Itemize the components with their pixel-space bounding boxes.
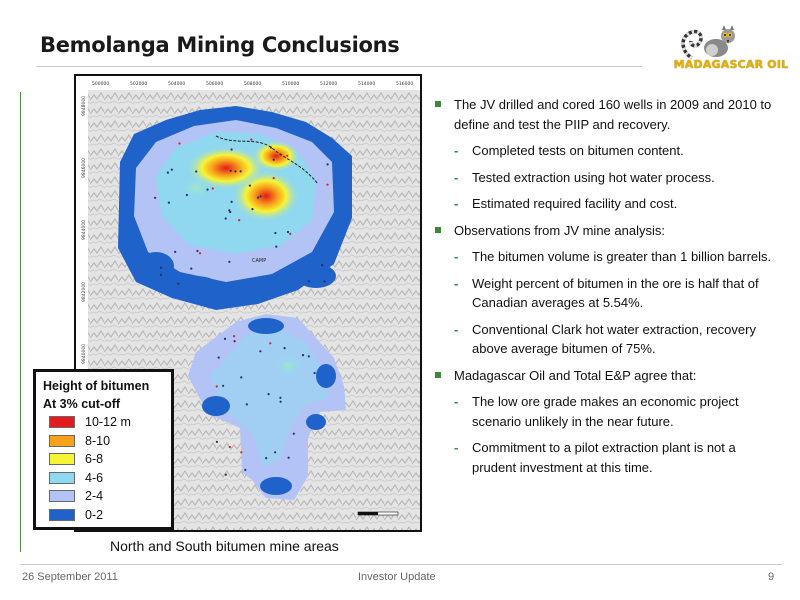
well-marker — [228, 209, 230, 211]
lemur-icon — [672, 14, 790, 60]
well-marker — [273, 177, 275, 179]
map-x-tick: 508000 — [244, 82, 262, 87]
legend-label: 0-2 — [85, 507, 104, 522]
sub-bullet-item: - The bitumen volume is greater than 1 billion barrels. — [432, 247, 782, 267]
map-x-tick: 516000 — [396, 82, 414, 87]
well-marker — [224, 338, 226, 340]
well-marker — [177, 283, 179, 285]
well-marker — [273, 159, 275, 161]
well-marker — [249, 185, 251, 187]
well-marker — [171, 169, 173, 171]
sub-bullet-item: - Conventional Clark hot water extraction, recovery above average bitumen of 75%. — [432, 320, 782, 359]
legend-swatch — [49, 490, 75, 502]
well-marker — [199, 252, 201, 254]
well-marker — [178, 142, 180, 144]
map-y-tick: 9848000 — [82, 95, 87, 116]
well-marker — [280, 401, 282, 403]
well-marker — [321, 264, 323, 266]
bullet-item: Madagascar Oil and Total E&P agree that: — [432, 366, 782, 386]
well-marker — [268, 393, 270, 395]
well-marker — [289, 233, 291, 235]
well-marker — [286, 155, 288, 157]
legend-swatch — [49, 435, 75, 447]
map-x-tick: 512000 — [320, 82, 338, 87]
well-marker — [240, 376, 242, 378]
logo-wordmark: MADAGASCAR OIL — [673, 58, 789, 71]
map-x-tick: 514000 — [358, 82, 376, 87]
well-marker — [274, 451, 276, 453]
well-marker — [160, 274, 162, 276]
map-y-tick: 9844000 — [82, 219, 87, 240]
well-marker — [275, 246, 277, 248]
well-marker — [238, 219, 240, 221]
well-marker — [234, 170, 236, 172]
well-marker — [314, 372, 316, 374]
well-marker — [190, 268, 192, 270]
legend-swatch — [49, 453, 75, 465]
well-marker — [230, 170, 232, 172]
well-marker — [274, 232, 276, 234]
legend-item — [43, 450, 171, 469]
map-y-tick: 9846000 — [82, 157, 87, 178]
map-caption: North and South bitumen mine areas — [110, 538, 339, 554]
well-marker — [251, 208, 253, 210]
well-marker — [293, 433, 295, 435]
map-legend — [33, 369, 174, 530]
legend-title-line-2: At 3% cut-off — [43, 397, 121, 411]
well-marker — [196, 250, 198, 252]
footer-center-text: Investor Update — [358, 571, 436, 583]
sub-bullet-item: - Commitment to a pilot extraction plant is not a prudent investment at this time. — [432, 438, 782, 477]
north-mine-area — [118, 106, 352, 310]
well-marker — [216, 441, 218, 443]
page-number: 9 — [768, 571, 775, 583]
well-marker — [240, 170, 242, 172]
footer-date: 26 September 2011 — [22, 571, 118, 583]
well-marker — [259, 350, 261, 352]
bullet-list — [432, 95, 782, 484]
legend-item — [43, 506, 171, 525]
legend-title-line-1: Height of bitumen — [43, 379, 150, 393]
legend-swatch — [49, 472, 75, 484]
well-marker — [287, 231, 289, 233]
bullet-item: Observations from JV mine analysis: — [432, 221, 782, 241]
bullet-item: The JV drilled and cored 160 wells in 2009 and 2010 to define and test the PIIP and recovery. — [432, 95, 782, 134]
sub-bullet-item: - Tested extraction using hot water process. — [432, 168, 782, 188]
map-x-tick: 500000 — [92, 82, 110, 87]
sub-bullet-item: - The low ore grade makes an economic project scenario unlikely in the near future. — [432, 392, 782, 431]
camp-label: CAMP — [252, 258, 267, 264]
well-marker — [174, 251, 176, 253]
well-marker — [269, 342, 271, 344]
well-marker — [225, 474, 227, 476]
legend-swatch — [49, 509, 75, 521]
well-marker — [206, 189, 208, 191]
well-marker — [246, 403, 248, 405]
well-marker — [212, 187, 214, 189]
well-marker — [250, 139, 252, 141]
well-marker — [327, 163, 329, 165]
well-marker — [195, 170, 197, 172]
well-marker — [288, 457, 290, 459]
well-marker — [186, 194, 188, 196]
well-marker — [284, 347, 286, 349]
legend-item — [43, 413, 171, 432]
map-y-tick: 9840000 — [82, 343, 87, 364]
legend-swatch — [49, 416, 75, 428]
legend-item — [43, 487, 171, 506]
company-logo — [672, 14, 790, 78]
well-marker — [260, 195, 262, 197]
map-x-tick: 506000 — [206, 82, 224, 87]
well-marker — [231, 148, 233, 150]
map-y-tick: 9842000 — [82, 281, 87, 302]
well-marker — [154, 197, 156, 199]
sub-bullet-item: - Weight percent of bitumen in the ore is half that of Canadian averages at 5.54%. — [432, 274, 782, 313]
well-marker — [257, 197, 259, 199]
well-marker — [240, 451, 242, 453]
well-marker — [265, 457, 267, 459]
well-marker — [326, 184, 328, 186]
well-marker — [222, 385, 224, 387]
well-marker — [218, 357, 220, 359]
well-marker — [244, 469, 246, 471]
well-marker — [216, 385, 218, 387]
legend-label: 10-12 m — [85, 415, 131, 430]
legend-label: 4-6 — [85, 470, 104, 485]
legend-label: 6-8 — [85, 452, 104, 467]
well-marker — [160, 267, 162, 269]
map-x-axis-ticks — [92, 81, 413, 87]
legend-items — [43, 413, 171, 524]
sub-bullet-item: - Completed tests on bitumen content. — [432, 141, 782, 161]
well-marker — [228, 261, 230, 263]
legend-item — [43, 469, 171, 488]
left-accent-line — [20, 92, 21, 552]
well-marker — [225, 217, 227, 219]
well-marker — [308, 280, 310, 282]
well-marker — [270, 146, 272, 148]
well-marker — [229, 446, 231, 448]
legend-label: 8-10 — [85, 433, 111, 448]
footer-divider — [20, 564, 782, 565]
well-marker — [233, 335, 235, 337]
well-marker — [168, 202, 170, 204]
legend-label: 2-4 — [85, 489, 104, 504]
sub-bullet-item: - Estimated required facility and cost. — [432, 194, 782, 214]
well-marker — [323, 280, 325, 282]
map-x-tick: 510000 — [282, 82, 300, 87]
well-marker — [302, 354, 304, 356]
map-x-tick: 504000 — [168, 82, 186, 87]
well-marker — [231, 201, 233, 203]
map-x-tick: 502000 — [130, 82, 148, 87]
well-marker — [167, 172, 169, 174]
well-marker — [279, 397, 281, 399]
scale-bar — [358, 512, 398, 515]
slide-title: Bemolanga Mining Conclusions — [40, 33, 400, 57]
well-marker — [308, 355, 310, 357]
title-divider — [36, 66, 642, 67]
well-marker — [234, 340, 236, 342]
legend-item — [43, 432, 171, 451]
